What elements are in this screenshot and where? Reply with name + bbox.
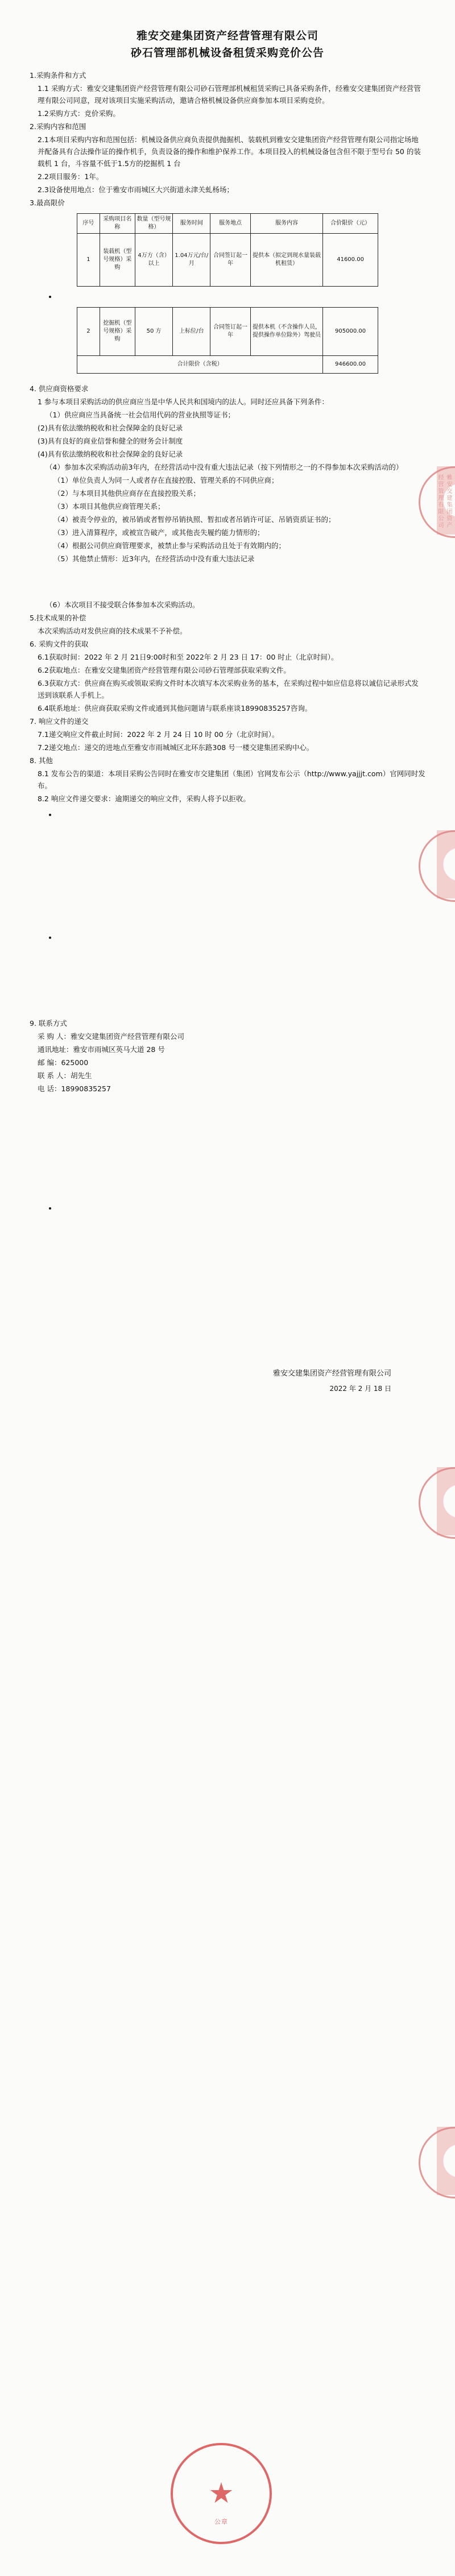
price-table-2-wrap [30,307,425,374]
section-9-4: 联 系 人：胡先生 [38,1071,92,1080]
th-no: 序号 [77,214,100,234]
section-4-5: (4)具有依法缴纳税收和社会保障金的良好记录 [38,450,183,458]
bullet-marker-4 [49,1207,51,1210]
section-4-12: （4）根据公司供应商管理要求，被禁止参与采购活动且处于有效期内的； [53,541,286,550]
section-6-heading: 6. 采购文件的获取 [30,640,89,648]
section-5-heading: 5.技术成果的补偿 [30,614,86,622]
edge-seal-icon-2 [437,830,455,898]
th-qty: 数量（型号规格） [135,214,172,234]
section-4-4: (3)具有良好的商业信誉和健全的财务会计制度 [38,437,183,445]
cell-price: 41600.00 [323,234,378,287]
section-6-3: 6.3获取方式：供应商在购买或领取采购文件时本次填写本次采购业务的基本，在采购过程中如应信息将以诚信记录形式发送到该联系人手机上。 [38,679,419,699]
section-8-heading: 8. 其他 [30,756,53,765]
table-header-row [77,214,378,234]
section-4-6: （4）参加本次采购活动前3年内，在经营活动中没有重大违法记录（按下列情形之一的不得参加本次采购活动的） [46,463,403,471]
section-2-3: 2.3设备使用地点：位于雅安市雨城区大兴街道永津关虬杨场； [38,185,234,194]
th-price: 合价限价（元） [323,214,378,234]
section-9-heading: 9. 联系方式 [30,1019,67,1028]
total-label: 合计限价（含税） [77,356,323,374]
section-7-2: 7.2递交地点：递交的进地点至雅安市雨城城区北环东路308 号一楼交建集团采购中心。 [38,743,314,752]
section-4-3: (2)具有依法缴纳税收和社会保障金的良好记录 [38,424,183,432]
table-row [77,234,378,287]
section-4-9: （3）本项目其他供应商管理关系； [53,502,165,511]
bullet-marker [49,296,51,298]
signature-date: 2022 年 2 月 18 日 [329,1385,391,1393]
section-7-heading: 7. 响应文件的递交 [30,717,89,726]
cell-name: 挖掘机（型号规格）采购 [100,308,135,356]
cell-no: 1 [77,234,100,287]
th-name: 采购项目名称 [100,214,135,234]
signature-company: 雅安交建集团资产经营管理有限公司 [272,1369,391,1378]
section-9-2: 通讯地址：雅安市雨城区英马大道 28 号 [38,1045,165,1054]
cell-content: 提供本（拟定到现水量装载机租赁） [250,234,322,287]
section-4-13: （5）其他禁止情形：近3年内，在经营活动中没有重大违法记录 [53,554,255,563]
cell-name: 装载机（型号规格）采购 [100,234,135,287]
section-6-1: 6.1获取时间：2022 年 2 月 21日9:00时和至 2022年 2 月 23 日 17：00 时止（北京时间）。 [38,653,338,661]
th-time: 服务时间 [173,214,210,234]
th-content: 服务内容 [250,214,322,234]
section-4-10: （4）被责令停业的，被吊销或者暂停吊销执照、暂扣或者吊销许可证、吊销资质证书的； [53,515,336,524]
page-title [30,27,425,61]
price-table-1 [77,213,378,287]
section-9-5: 电 话：18990835257 [38,1084,111,1093]
table-row [77,308,378,356]
section-8-1: 8.1 发布公告的渠道：本项目采购公告同时在雅安市交建集团（集团）官网发布公示（http://www.yajjjt.com）官网同时发布。 [38,769,425,790]
section-8-2: 8.2 响应文件递交要求：逾期递交的响应文件，采购人将予以拒收。 [38,794,250,803]
cell-time: 上标位/台 [173,308,210,356]
section-6-4: 6.4联系地址：供应商获取采购文件或通到其他问题请与联系座谈18990835257咨询。 [38,704,312,713]
section-7-1: 7.1递交响应文件截止时间：2022 年 2 月 24 日 10 时 00 分（北京时间）。 [38,730,279,739]
th-place: 服务地点 [210,214,250,234]
cell-content: 提供本机（不含操作人员，提供操作单位除外）驾驶员 [250,308,322,356]
title-line-1: 雅安交建集团资产经营管理有限公司 [136,30,318,42]
section-5-1: 本次采购活动对发供应商的技术成果不予补偿。 [38,627,187,635]
cell-qty: 50 方 [135,308,172,356]
cell-place: 合同签订起一年 [210,308,250,356]
section-3-heading: 3.最高限价 [30,198,65,207]
section-4-11: （3）进入清算程序，或被宣告破产，或其他丧失履约能力情形的； [53,528,264,537]
section-1-heading: 1.采购条件和方式 [30,71,86,80]
section-9-3: 邮 编：625000 [38,1058,89,1067]
bullet-marker-3 [49,937,51,939]
edge-seal-icon [437,466,455,535]
section-1-2: 1.2采购方式：竞价采购。 [38,109,120,118]
section-4-8: （2）与本项目其他供应商存在直接控股关系； [53,489,200,498]
price-table-1-wrap [30,213,425,287]
section-4-14: （6）本次项目不接受联合体参加本次采购活动。 [46,600,200,609]
section-4-heading: 4. 供应商资格要求 [30,384,89,393]
cell-time: 1.04万元/台/月 [173,234,210,287]
section-4-2: （1）供应商应当具备统一社会信用代码的营业执照等证书； [46,411,235,419]
bullet-marker-2 [49,814,51,816]
cell-qty: 4万方（含）以上 [135,234,172,287]
company-seal-sub: 公章 [214,2518,228,2525]
cell-price: 905000.00 [323,308,378,356]
cell-place: 合同签订起一年 [210,234,250,287]
section-2-1: 2.1本项目采购内容和范围包括：机械设备供应商负责提供抛掘机、装载机到雅安交建集团资产经营管理有限公司指定场地并配备具有合法操作证的操作机手，负责设备的操作和维护保养工作。本项目投入的机械设备包含但不限于型号台 50 的装载机 1 台，斗容量不低于1.5方的挖掘机 1 台 [38,135,421,168]
section-1-1: 1.1 采购方式：雅安交建集团资产经营管理有限公司砂石管理部机械租赁采购已具备采购条件，经雅安交建集团资产经营管理有限公司同意，现对该项目实施采购活动，邀请合格机械设备供应商参加本项目采购竞价。 [38,84,421,105]
edge-seal-text: 雅安交建集团资产经营管理有限公司 [437,474,452,529]
section-4-7: （1）单位负责人为同一人或者存在直接控股、管理关系的不同供应商； [53,476,279,484]
total-value: 946600.00 [323,356,378,374]
company-seal-icon [171,2443,272,2544]
title-line-2: 砂石管理部机械设备租赁采购竞价公告 [130,47,324,59]
section-6-2: 6.2获取地点：在雅安交建集团资产经营管理有限公司砂石管理部获取采购文件。 [38,666,291,674]
edge-seal-icon-4 [437,2127,455,2195]
table-total-row [77,356,378,374]
section-2-2: 2.2项目服务：1年。 [38,172,104,181]
edge-seal-icon-3 [437,1467,455,1535]
section-4-1: 1 参与本项目采购活动的供应商应当是中华人民共和国境内的法人。同时还应具备下列条件： [38,397,329,406]
section-2-heading: 2.采购内容和范围 [30,122,86,131]
section-9-1: 采 购 人：雅安交建集团资产经营管理有限公司 [38,1032,184,1041]
cell-no: 2 [77,308,100,356]
price-table-2 [77,307,378,374]
